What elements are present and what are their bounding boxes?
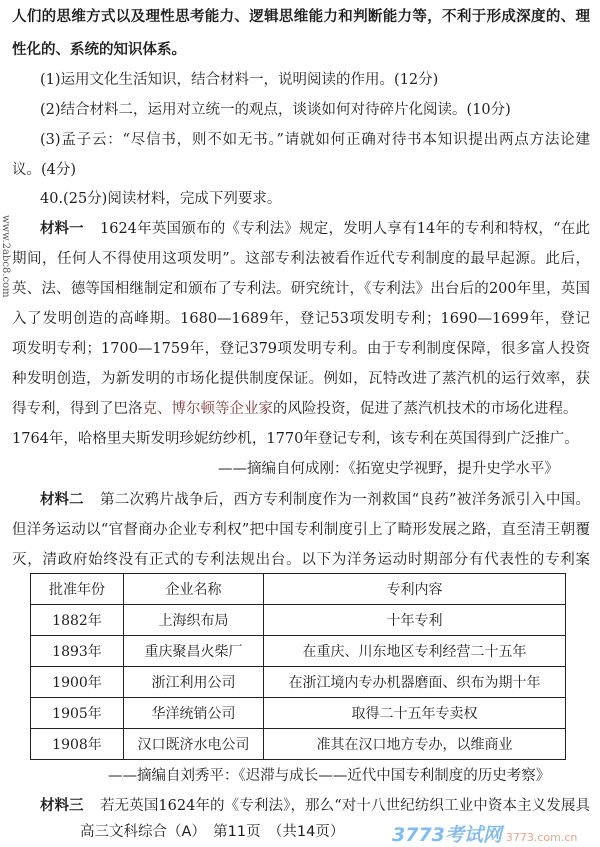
highlighted-text: 克、博尔顿等企业家 (142, 401, 273, 417)
brand-watermark-group (392, 820, 577, 844)
cell-content: 取得二十五年专卖权 (264, 698, 566, 729)
cell-company: 上海织布局 (124, 605, 264, 636)
material-1-label: 材料一 (40, 220, 84, 237)
table-header-row (31, 574, 566, 605)
text: 得专利，得到了巴洛 (12, 401, 143, 417)
table-row (31, 667, 566, 698)
question-1: (1)运用文化生活知识，结合材料一，说明阅读的作用。(12分) (40, 72, 439, 88)
cell-content: 准其在汉口地方专办，以维商业 (264, 729, 566, 760)
material-2-line: 第二次鸦片战争后，西方专利制度作为一剂救国“良药”被洋务派引入中国。 (100, 492, 590, 508)
table-row (31, 605, 566, 636)
cell-year: 1882年 (31, 605, 124, 636)
cell-company: 浙江利用公司 (124, 667, 264, 698)
side-watermark: www.2abc8.com (0, 215, 11, 298)
cell-year: 1908年 (31, 729, 124, 760)
material-2-source: ——摘编自刘秀平：《迟滞与成长——近代中国专利制度的历史考察》 (108, 768, 551, 784)
question-40-heading: 40.(25分)阅读材料，完成下列要求。 (40, 191, 282, 207)
material-1-line: 入了发明创造的高峰期。1680—1689年，登记53项发明专利；1690—1699年，登记 (12, 311, 590, 327)
question-2: (2)结合材料二，运用对立统一的观点，谈谈如何对待碎片化阅读。(10分) (40, 102, 511, 118)
column-header: 批准年份 (31, 574, 124, 605)
material-3-line: 若无英国1624年的《专利法》，那么“对十八世纪纺织工业中资本主义发展具 (100, 798, 590, 814)
material-1-line: 期间，任何人不得使用这项发明”。这部专利法被看作近代专利制度的最早起源。此后， (12, 251, 590, 267)
paragraph-line: 性化的、系统的知识体系。 (12, 41, 186, 58)
paragraph-line: 人们的思维方式以及理性思考能力、逻辑思维能力和判断能力等，不利于形成深度的、理 (12, 8, 590, 25)
cell-content: 在浙江境内专办机器磨面、织布为期十年 (264, 667, 566, 698)
question-3-cont: 议。(4分) (12, 162, 77, 178)
brand-watermark: 3773考试网 (392, 824, 502, 846)
cell-content: 十年专利 (264, 605, 566, 636)
cell-company: 汉口既济水电公司 (124, 729, 264, 760)
table-row (31, 698, 566, 729)
material-1-line: 1624年英国颁布的《专利法》规定，发明人享有14年的专利和特权，“在此 (100, 221, 590, 237)
page-footer: 高三文科综合（A） 第11页 （共14页） (80, 824, 345, 840)
material-2-label: 材料二 (40, 491, 84, 508)
material-3-label: 材料三 (40, 797, 84, 814)
column-header: 专利内容 (264, 574, 566, 605)
material-1-line: 项发明专利；1700—1759年，登记379项发明专利。由于专利制度保障，很多富人投资 (12, 341, 590, 357)
material-1-line: 英、法、德等国相继制定和颁布了专利法。研究统计，《专利法》出台后的200年里，英国 (12, 281, 590, 297)
cell-year: 1893年 (31, 636, 124, 667)
table-row (31, 729, 566, 760)
material-2-line: 但洋务运动以“官督商办企业专利权”把中国专利制度引上了畸形发展之路，直至清王朝覆 (12, 522, 590, 538)
brand-url-watermark: 3773.com.cn (505, 831, 578, 844)
material-2-line: 灭，清政府始终没有正式的专利法规出台。以下为洋务运动时期部分有代表性的专利案 (12, 552, 590, 568)
cell-company: 华洋统销公司 (124, 698, 264, 729)
table-row (31, 636, 566, 667)
material-1-line (12, 399, 578, 419)
material-1-source: ——摘编自何成刚：《拓宽史学视野，提升史学水平》 (218, 461, 559, 477)
material-1-line: 种发明创造，为新发明的市场化提供制度保证。例如，瓦特改进了蒸汽机的运行效率，获 (12, 371, 590, 387)
patent-cases-table (30, 573, 566, 760)
cell-year: 1900年 (31, 667, 124, 698)
material-1-line: 1764年，哈格里夫斯发明珍妮纺纱机，1770年登记专利，该专利在英国得到广泛推广。 (12, 431, 579, 447)
cell-company: 重庆聚昌火柴厂 (124, 636, 264, 667)
cell-content: 在重庆、川东地区专利经营二十五年 (264, 636, 566, 667)
cell-year: 1905年 (31, 698, 124, 729)
text: 的风险投资，促进了蒸汽机技术的市场化进程。 (273, 401, 578, 417)
column-header: 企业名称 (124, 574, 264, 605)
question-3: (3)孟子云：“尽信书，则不如无书。”请就如何正确对待书本知识提出两点方法论建 (40, 132, 590, 148)
